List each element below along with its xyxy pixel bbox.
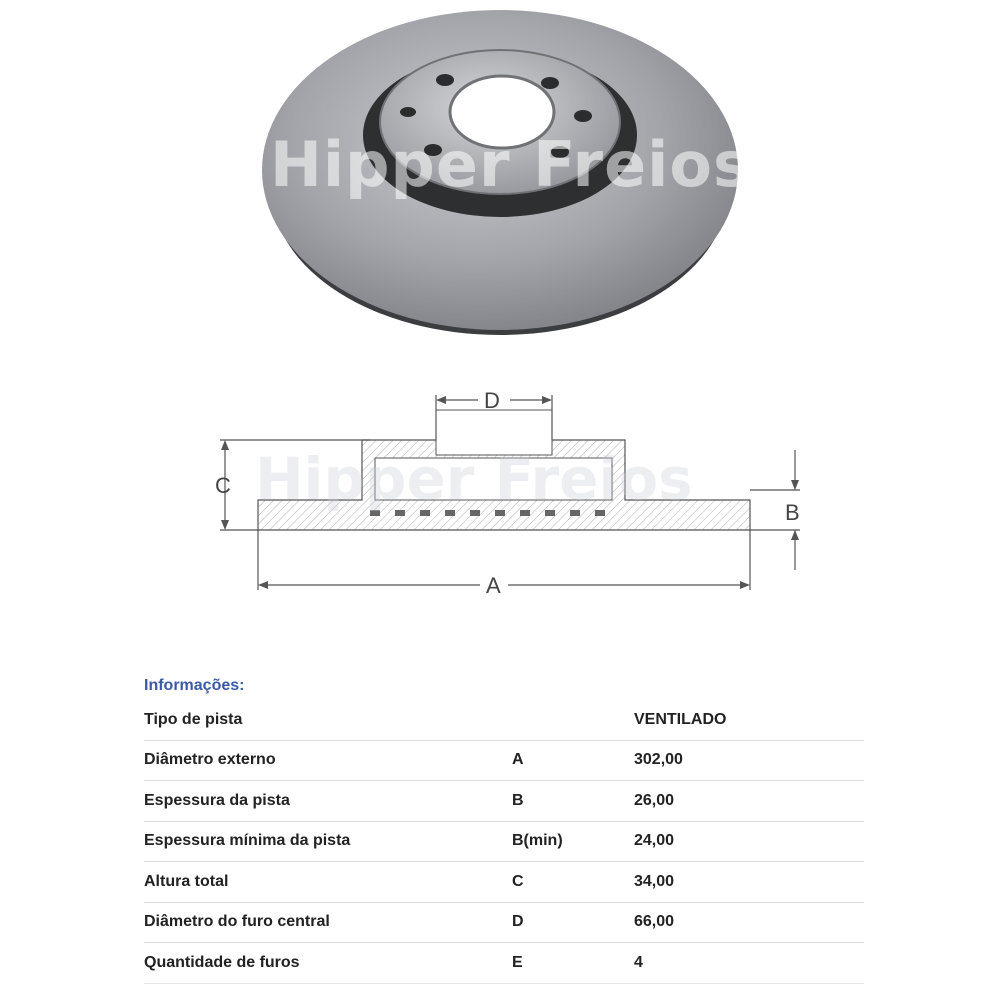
row-code: B (512, 791, 524, 809)
row-code: E (512, 953, 523, 971)
table-row (144, 822, 864, 863)
label-a: A (486, 573, 501, 598)
row-label: Quantidade de furos (144, 953, 300, 971)
row-code: D (512, 913, 524, 931)
table-row (144, 781, 864, 822)
brake-disc-photo (250, 0, 750, 345)
row-value: VENTILADO (634, 710, 727, 728)
info-table (144, 700, 864, 984)
row-label: Diâmetro do furo central (144, 913, 330, 931)
row-value: 26,00 (634, 791, 675, 809)
watermark: Hipper Freios (270, 128, 751, 201)
watermark-diagram: Hipper Freios (255, 445, 693, 513)
row-label: Espessura mínima da pista (144, 832, 351, 850)
row-value: 4 (634, 953, 643, 971)
row-value: 34,00 (634, 872, 675, 890)
dimension-diagram (190, 380, 820, 610)
table-row (144, 943, 864, 984)
row-label: Diâmetro externo (144, 751, 276, 769)
label-d: D (484, 388, 500, 413)
label-b: B (785, 500, 800, 525)
row-label: Espessura da pista (144, 791, 290, 809)
row-value: 24,00 (634, 832, 675, 850)
row-code: A (512, 751, 524, 769)
info-section (144, 672, 864, 984)
label-c: C (215, 473, 231, 498)
table-row (144, 741, 864, 782)
row-label: Altura total (144, 872, 229, 890)
table-row (144, 700, 864, 741)
row-label: Tipo de pista (144, 710, 243, 728)
table-row (144, 903, 864, 944)
row-value: 302,00 (634, 751, 683, 769)
table-row (144, 862, 864, 903)
info-title: Informações: (144, 677, 245, 694)
row-code: B(min) (512, 832, 563, 850)
row-code: C (512, 872, 524, 890)
row-value: 66,00 (634, 913, 675, 931)
